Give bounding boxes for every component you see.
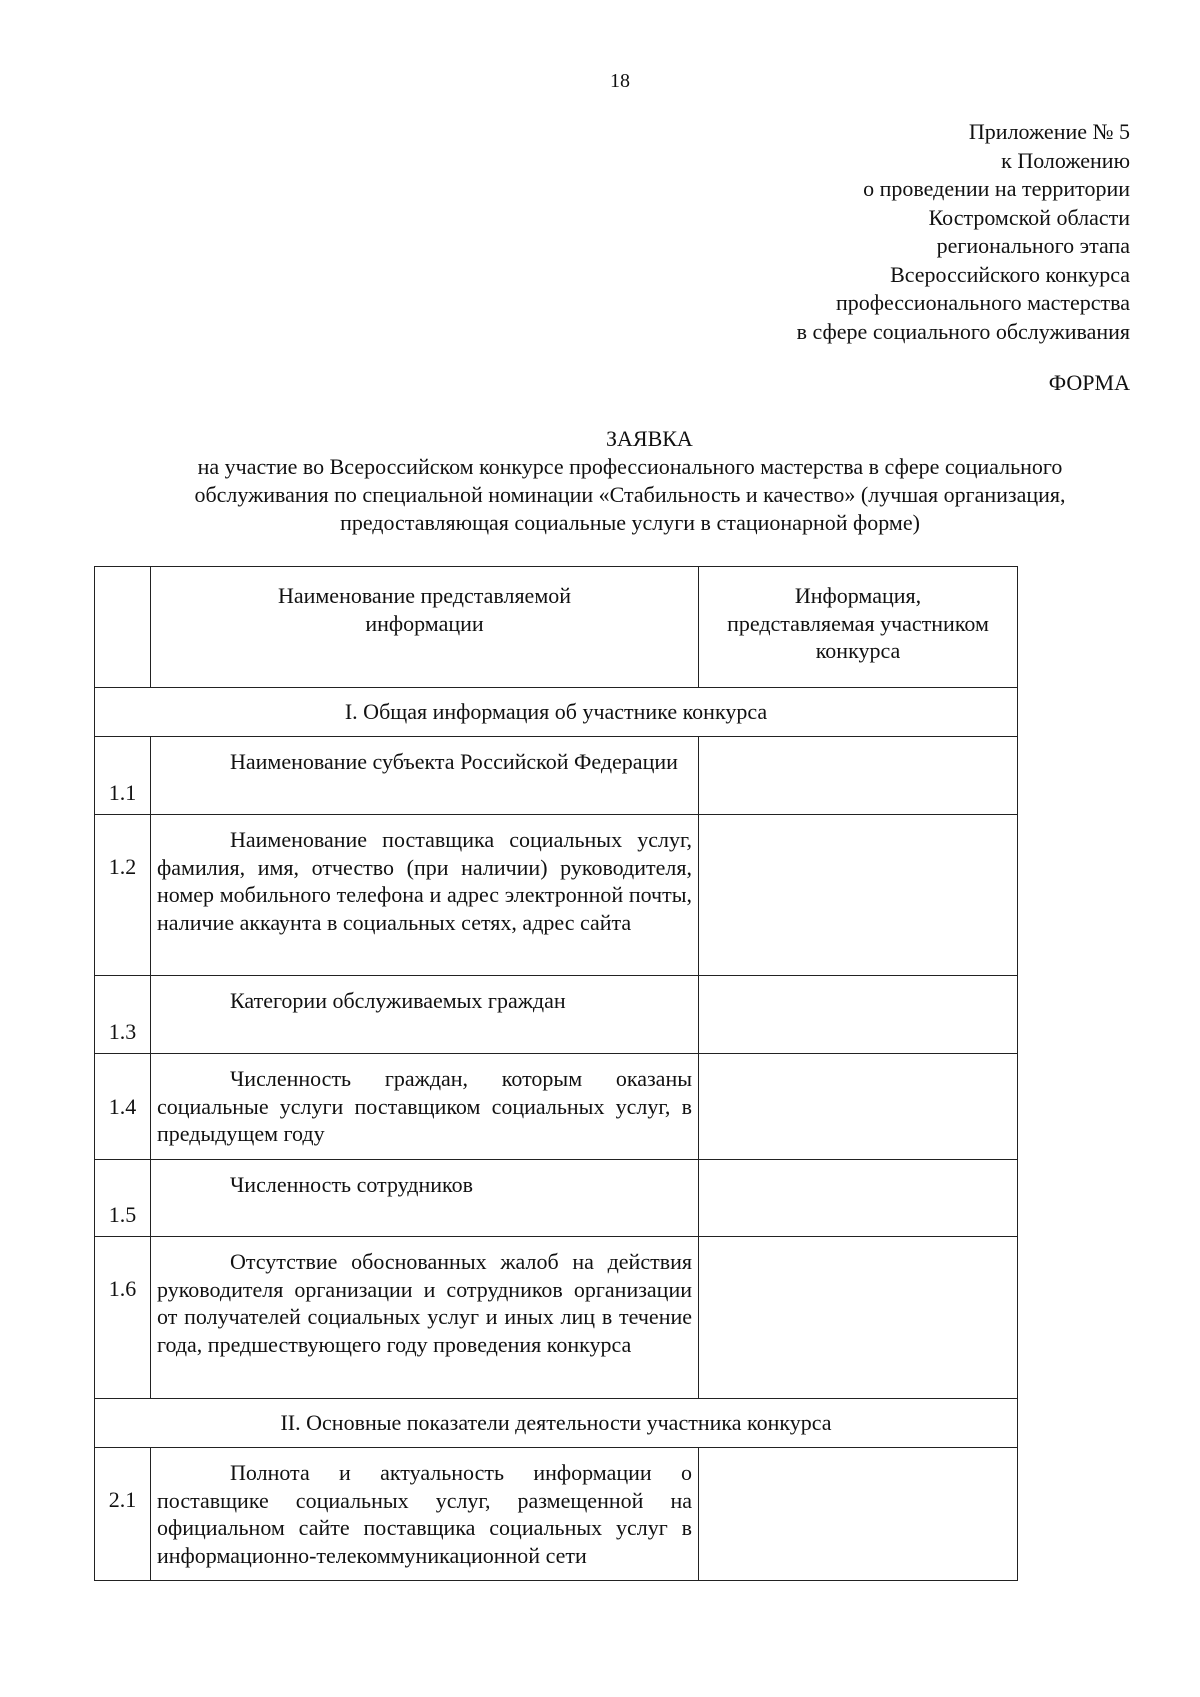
section-heading: II. Основные показатели деятельности участника конкурса: [95, 1399, 1018, 1448]
row-number: 1.6: [95, 1237, 151, 1399]
row-description: [151, 815, 699, 976]
document-subtitle: [120, 453, 1140, 537]
row-number: 1.2: [95, 815, 151, 976]
row-text: Наименование поставщика социальных услуг, фамилия, имя, отчество (при наличии) руководителя, номер мобильного телефона и адрес электронной почты, наличие аккаунта в социальных сетях, адрес сайта: [157, 827, 692, 935]
row-info-cell: [699, 1160, 1018, 1237]
table-row: [95, 1160, 1018, 1237]
appendix-line: в сфере социального обслуживания: [796, 318, 1130, 344]
row-description: [151, 1237, 699, 1399]
form-label: ФОРМА: [1048, 370, 1130, 395]
section-row: [95, 688, 1018, 737]
table-row: [95, 976, 1018, 1054]
appendix-line: к Положению: [1001, 147, 1130, 173]
row-description: [151, 1160, 699, 1237]
row-number: 1.3: [95, 976, 151, 1054]
table-row: [95, 1448, 1018, 1581]
row-description: [151, 1054, 699, 1160]
subtitle-line: обслуживания по специальной номинации «Стабильность и качество» (лучшая организация,: [194, 482, 1066, 507]
appendix-line: профессионального мастерства: [835, 290, 1130, 315]
page-number: 18: [610, 70, 630, 92]
row-info-cell: [699, 1448, 1018, 1581]
document-title: ЗАЯВКА: [606, 426, 693, 451]
table-row: [95, 1054, 1018, 1160]
header-info-line: Информация,: [794, 583, 922, 608]
row-description: [151, 1448, 699, 1581]
row-text: Наименование субъекта Российской Федерации: [230, 749, 678, 774]
appendix-line: Приложение № 5: [968, 119, 1130, 144]
appendix-line: о проведении на территории: [863, 176, 1130, 201]
row-text: Численность сотрудников: [230, 1172, 473, 1197]
subtitle-line: на участие во Всероссийском конкурсе профессионального мастерства в сфере социального: [197, 454, 1063, 479]
application-table: [94, 566, 1018, 1581]
appendix-reference: [797, 118, 1130, 346]
row-text: Категории обслуживаемых граждан: [230, 988, 566, 1013]
appendix-line: Всероссийского конкурса: [890, 261, 1130, 287]
row-text: Полнота и актуальность информации о поставщике социальных услуг, размещенной на официальном сайте поставщика социальных услуг в информационно-телекоммуникационной сети: [157, 1460, 692, 1568]
appendix-line: регионального этапа: [936, 233, 1130, 258]
row-info-cell: [699, 1054, 1018, 1160]
table-row: [95, 815, 1018, 976]
row-info-cell: [699, 815, 1018, 976]
row-number: 1.1: [95, 737, 151, 815]
header-info-line: представляемая участником: [727, 610, 989, 636]
row-info-cell: [699, 976, 1018, 1054]
header-name-cell: [151, 567, 699, 688]
row-info-cell: [699, 737, 1018, 815]
row-number: 1.4: [95, 1054, 151, 1160]
row-number: 1.5: [95, 1160, 151, 1237]
row-text: Численность граждан, которым оказаны социальные услуги поставщиком социальных услуг, в предыдущем году: [157, 1066, 692, 1146]
row-text: Отсутствие обоснованных жалоб на действия руководителя организации и сотрудников организации от получателей социальных услуг и иных лиц в течение года, предшествующего году проведения конкурса: [157, 1249, 692, 1357]
header-info-cell: [699, 567, 1018, 688]
subtitle-line: предоставляющая социальные услуги в стационарной форме): [340, 510, 920, 535]
row-number: 2.1: [95, 1448, 151, 1581]
row-description: [151, 737, 699, 815]
row-info-cell: [699, 1237, 1018, 1399]
appendix-line: Костромской области: [928, 204, 1130, 230]
header-num-cell: [95, 567, 151, 688]
header-name-line: Наименование представляемой: [277, 583, 572, 608]
section-row: [95, 1399, 1018, 1448]
table-header-row: [95, 567, 1018, 688]
table-row: [95, 1237, 1018, 1399]
header-name-line: информации: [365, 610, 484, 636]
section-heading: I. Общая информация об участнике конкурса: [95, 688, 1018, 737]
header-info-line: конкурса: [815, 638, 901, 663]
table-row: [95, 737, 1018, 815]
row-description: [151, 976, 699, 1054]
